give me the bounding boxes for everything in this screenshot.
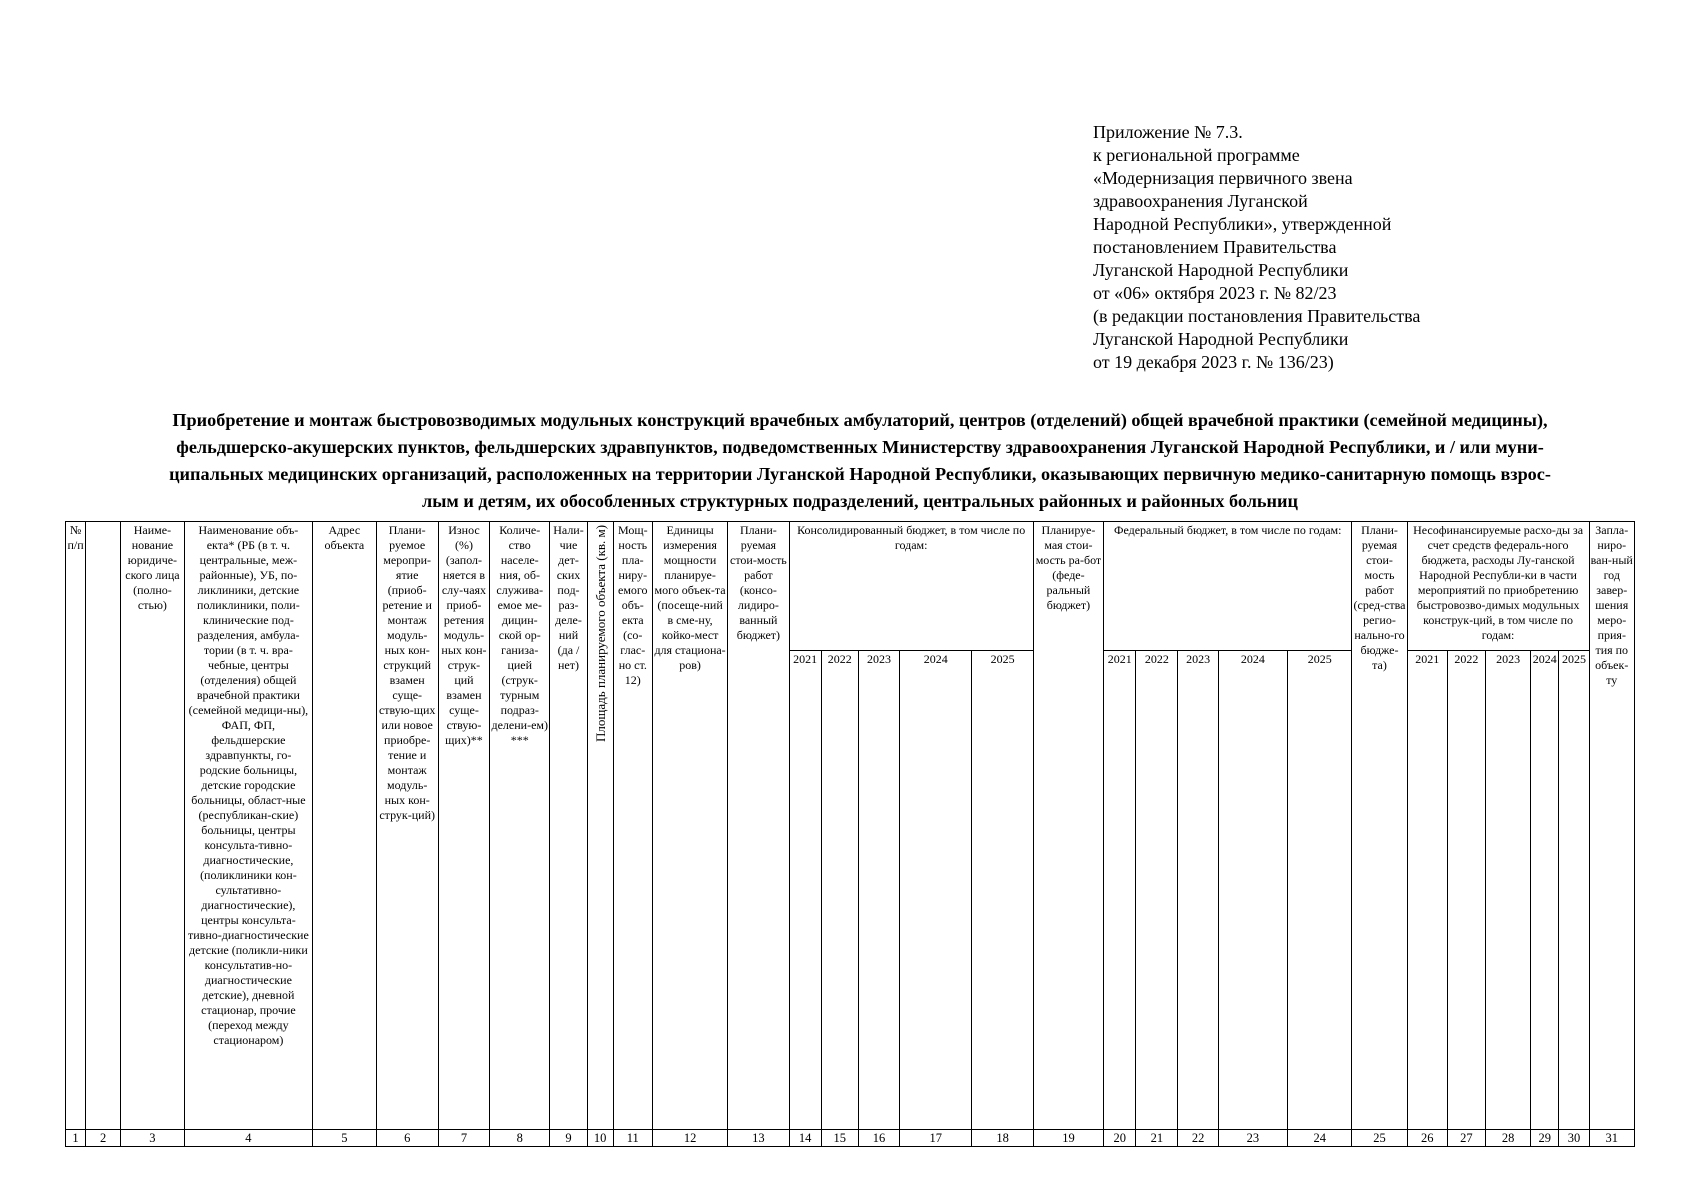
column-number: 28 — [1486, 1130, 1531, 1147]
appendix-line: «Модернизация первичного звена — [1093, 168, 1353, 188]
title-line: ципальных медицинских организаций, расположенных на территории Луганской Народной Республики, оказывающих первичную медико-санитарную помощь взрос- — [169, 464, 1551, 484]
document-title — [80, 407, 1640, 515]
header-c1: № п/п — [66, 522, 86, 1130]
year-a: 2025 — [972, 651, 1033, 1130]
year-c: 2022 — [1447, 651, 1485, 1130]
header-group-federal: Федеральный бюджет, в том числе по годам: — [1104, 522, 1352, 651]
header-c3: Наиме-нование юридиче-ского лица (полно-стью) — [121, 522, 184, 1130]
year-b: 2025 — [1288, 651, 1352, 1130]
column-number: 18 — [972, 1130, 1033, 1147]
header-c12: Единицы измерения мощности планируе-мого объек-та (посеще-ний в сме-ну, койко-мест для стациона-ров) — [652, 522, 727, 1130]
header-c5: Адрес объекта — [313, 522, 376, 1130]
column-number: 21 — [1136, 1130, 1178, 1147]
header-c11: Мощ-ность пла-ниру-емого объ-екта (со-глас-но ст. 12) — [613, 522, 652, 1130]
header-group-consolidated: Консолидированный бюджет, в том числе по годам: — [789, 522, 1033, 651]
year-a: 2022 — [821, 651, 858, 1130]
column-number: 7 — [438, 1130, 489, 1147]
header-c31: Запла-ниро-ван-ный год завер-шения меро-прия-тия по объек-ту — [1589, 522, 1634, 1130]
year-b: 2023 — [1178, 651, 1218, 1130]
header-c2 — [86, 522, 121, 1130]
year-a: 2024 — [900, 651, 972, 1130]
column-number: 22 — [1178, 1130, 1218, 1147]
column-number: 1 — [66, 1130, 86, 1147]
column-number: 6 — [376, 1130, 438, 1147]
year-c: 2021 — [1407, 651, 1447, 1130]
column-number: 24 — [1288, 1130, 1352, 1147]
header-c6: Плани-руемое меропри-ятие (приоб-ретение и монтаж модуль-ных кон-струкций взамен суще-ствую-щих или новое приобре-тение и монтаж модуль-ных кон-струк-ций) — [376, 522, 438, 1130]
appendix-line: постановлением Правительства — [1093, 237, 1337, 257]
program-table — [65, 521, 1635, 1147]
title-line: Приобретение и монтаж быстровозводимых модульных конструкций врачебных амбулаторий, центров (отделений) общей врачебной практики (семейной медицины), — [172, 410, 1548, 430]
year-a: 2023 — [858, 651, 899, 1130]
column-number: 23 — [1218, 1130, 1287, 1147]
appendix-line: здравоохранения Луганской — [1093, 191, 1308, 211]
column-number: 19 — [1033, 1130, 1103, 1147]
column-number: 29 — [1531, 1130, 1559, 1147]
column-number: 11 — [613, 1130, 652, 1147]
column-number: 26 — [1407, 1130, 1447, 1147]
year-c: 2023 — [1486, 651, 1531, 1130]
column-number: 5 — [313, 1130, 376, 1147]
column-number: 4 — [184, 1130, 313, 1147]
column-number: 31 — [1589, 1130, 1634, 1147]
appendix-line: Приложение № 7.3. — [1093, 122, 1243, 142]
header-row — [66, 522, 1635, 651]
column-number: 3 — [121, 1130, 184, 1147]
column-number: 16 — [858, 1130, 899, 1147]
header-c8: Количе-ство населе-ния, об-служива-емое ме-дицин-ской ор-ганиза-цией (струк-турным подраз-делени-ем) *** — [490, 522, 550, 1130]
column-number: 17 — [900, 1130, 972, 1147]
header-c9: Нали-чие дет-ских под-раз-деле-ний (да / нет) — [550, 522, 587, 1130]
header-c10 — [587, 522, 613, 1130]
header-c7: Износ (%) (запол-няется в слу-чаях приоб-ретения модуль-ных кон-струк-ций взамен суще-ствую-щих)** — [438, 522, 489, 1130]
column-number-row — [66, 1130, 1635, 1147]
year-a: 2021 — [789, 651, 821, 1130]
appendix-line: к региональной программе — [1093, 145, 1300, 165]
column-number: 9 — [550, 1130, 587, 1147]
title-line: лым и детям, их обособленных структурных подразделений, центральных районных и районных больниц — [422, 491, 1298, 511]
appendix-line: (в редакции постановления Правительства — [1093, 306, 1421, 326]
column-number: 15 — [821, 1130, 858, 1147]
column-number: 10 — [587, 1130, 613, 1147]
appendix-line: Народной Республики», утвержденной — [1093, 214, 1392, 234]
column-number: 25 — [1352, 1130, 1407, 1147]
column-number: 14 — [789, 1130, 821, 1147]
column-number: 8 — [490, 1130, 550, 1147]
year-c: 2024 — [1531, 651, 1559, 1130]
appendix-line: Луганской Народной Республики — [1093, 260, 1349, 280]
appendix-line: от «06» октября 2023 г. № 82/23 — [1093, 283, 1337, 303]
header-c25: Плани-руемая стои-мость работ (сред-ства регио-нально-го бюдже-та) — [1352, 522, 1407, 1130]
header-group-regional: Несофинансируемые расхо-ды за счет средств федераль-ного бюджета, расходы Лу-ганской Народной Республи-ки в части мероприятий по приобретению быстровозво-димых модульных конструк-ций, в том числе по годам: — [1407, 522, 1589, 651]
column-number: 30 — [1559, 1130, 1589, 1147]
year-b: 2021 — [1104, 651, 1136, 1130]
appendix-header — [1093, 121, 1653, 374]
header-c10-text: Площадь планируемого объекта (кв. м) — [592, 525, 608, 743]
column-number: 27 — [1447, 1130, 1485, 1147]
column-number: 2 — [86, 1130, 121, 1147]
title-line: фельдшерско-акушерских пунктов, фельдшерских здравпунктов, подведомственных Министерству здравоохранения Луганской Народной Республики, и / или муни- — [176, 437, 1544, 457]
appendix-line: от 19 декабря 2023 г. № 136/23) — [1093, 352, 1334, 372]
year-b: 2024 — [1218, 651, 1287, 1130]
header-c13: Плани-руемая стои-мость работ (консо-лидиро-ванный бюджет) — [728, 522, 789, 1130]
year-b: 2022 — [1136, 651, 1178, 1130]
column-number: 12 — [652, 1130, 727, 1147]
appendix-line: Луганской Народной Республики — [1093, 329, 1349, 349]
column-number: 13 — [728, 1130, 789, 1147]
header-c4: Наименование объ-екта* (РБ (в т. ч. центральные, меж-районные), УБ, по-ликлиники, детские поликлиники, поли-клинические под-разделения, амбула-тории (в т. ч. вра-чебные, центры (отделения) общей врачебной практики (семейной медици-ны), ФАП, ФП, фельдшерские здравпункты, го-родские больницы, детские городские больницы, област-ные (республикан-ские) больницы, центры консульта-тивно-диагностические, (поликлиники кон-сультативно-диагностические), центры консульта-тивно-диагностические детские (поликли-ники консультатив-но-диагностические детские), дневной стационар, прочие (переход между стационаром) — [184, 522, 313, 1130]
header-c19: Планируе-мая стои-мость ра-бот (феде-ральный бюджет) — [1033, 522, 1103, 1130]
column-number: 20 — [1104, 1130, 1136, 1147]
year-c: 2025 — [1559, 651, 1589, 1130]
